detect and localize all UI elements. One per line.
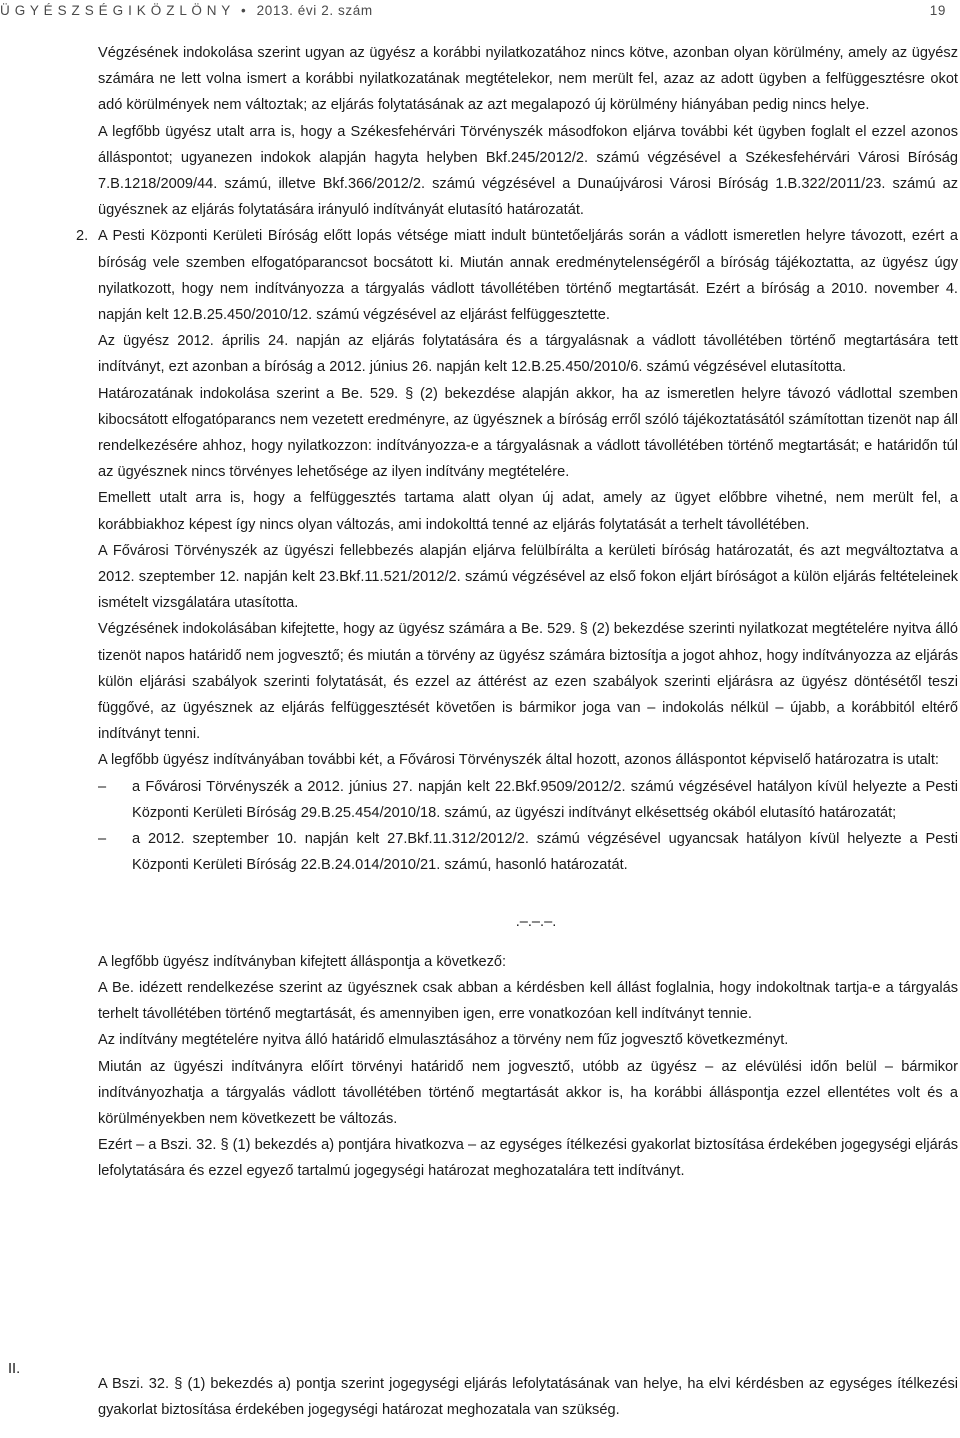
paragraph: Határozatának indokolása szerint a Be. 529. § (2) bekezdése alapján akkor, ha az ismeretlen helyre távozó vádlottal szemben kibocsátott elfogatóparancs nem vezetett eredményre, az ügyésznek a bíróság erről szóló tájékoztatásától számítottan tizenöt nap áll rendelkezésére ahhoz, hogy nyilatkozzon: indítványozza-e a tárgyalásnak a vádlott távollétében történő megtartását; e határidőn túl az ügyésznek nincs törvényes lehetősége az ilyen indítvány megtételére.	[98, 385, 958, 481]
dash-list	[98, 774, 958, 879]
list-item-text: a Fővárosi Törvényszék a 2012. június 27. napján kelt 22.Bkf.9509/2012/2. számú végzésével hatályon kívül helyezte a Pesti Központi Kerületi Bíróság 29.B.25.454/2010/18. számú, az ügyészi indítványt elkésettség okából elutasító határozatát;	[132, 778, 958, 821]
paragraph: A Be. idézett rendelkezése szerint az ügyésznek csak abban a kérdésben kell állást foglalnia, hogy indokoltnak tartja-e a tárgyalás terhelt távollétében történő megtartását, és amennyiben igen, erre vonatkozóan kell indítványt tennie.	[98, 979, 958, 1023]
paragraph: A legfőbb ügyész indítványban kifejtett álláspontja a következő:	[98, 953, 507, 970]
numbered-item-2	[76, 223, 958, 328]
document-body	[76, 40, 958, 1185]
paragraph: A Fővárosi Törvényszék az ügyészi fellebbezés alapján eljárva felülbírálta a kerületi bíróság határozatát, és azt megváltoztatva a 2012. szeptember 12. napján kelt 23.Bkf.11.521/2012/2. számú végzésével az első fokon eljárt bíróságot a külön eljárás feltételeinek ismételt vizsgálatára utasította.	[98, 542, 958, 612]
paragraph: A Bszi. 32. § (1) bekezdés a) pontja szerint jogegységi eljárás lefolytatásának van helye, ha elvi kérdésben az egységes ítélkezési gyakorlat biztosítása érdekében jogegységi határozat meghozatala van szükség.	[98, 1375, 958, 1418]
section-separator: .–.–.–.	[515, 913, 557, 930]
bullet-separator: •	[240, 3, 247, 18]
journal-title-line	[0, 3, 373, 18]
section-two	[8, 1356, 958, 1438]
paragraph: A legfőbb ügyész utalt arra is, hogy a Székesfehérvári Törvényszék másodfokon eljárva további két ügyben foglalt el ezzel azonos álláspontot; ugyanezen indokok alapján hagyta helyben Bkf.245/2012/2. számú végzésével a Székesfehérvári Városi Bíróság 7.B.1218/2009/44. számú, illetve Bkf.366/2012/2. számú végzésével a Dunaújvárosi Városi Bíróság 1.B.322/2011/23. számú az ügyésznek az eljárás folytatására irányuló indítványát elutasító határozatát.	[98, 123, 958, 219]
list-item	[98, 774, 958, 826]
paragraph: Az ügyész 2012. április 24. napján az eljárás folytatására és a tárgyalásnak a vádlott távollétében történő megtartására tett indítványt, ezt azonban a bíróság a 2012. június 26. napján kelt 12.B.25.450/2010/6. számú végzésével elutasította.	[98, 333, 958, 376]
paragraph: A legfőbb ügyész indítványában további két, a Fővárosi Törvényszék által hozott, azonos álláspontot képviselő határozatra is utalt:	[98, 752, 939, 769]
page-header	[0, 0, 960, 22]
item-number: 2.	[76, 228, 89, 245]
page-number: 19	[929, 3, 946, 18]
paragraph: Az indítvány megtételére nyitva álló határidő elmulasztásához a törvény nem fűz jogvesztő következményt.	[98, 1032, 789, 1049]
dash-marker: –	[98, 778, 107, 795]
paragraph: Végzésének indokolása szerint ugyan az ügyész a korábbi nyilatkozatához nincs kötve, azonban olyan körülmény, amely az ügyész számára ne lett volna ismert a korábbi nyilatkozatának megtételekor, nem merült fel, azaz az adott ügyben a felfüggesztésre okot adó körülmények nem változtak; az eljárás folytatásának az azt megalapozó új körülmény hiányában pedig nincs helye.	[98, 45, 958, 114]
issue-label: 2013. évi 2. szám	[256, 3, 373, 18]
paragraph: A Pesti Központi Kerületi Bíróság előtt lopás vétsége miatt indult büntetőeljárás során a vádlott ismeretlen helyre távozott, ezért a bíróság vele szemben elfogatóparancsot bocsátott ki. Miután annak eredménytelenségéről a bíróság tájékoztatta, az ügyész úgy nyilatkozott, hogy nem indítványozza a tárgyalás vádlott távollétében történő megtartását. Ezért a bíróság a 2010. november 4. napján kelt 12.B.25.450/2010/12. számú végzésével az eljárást felfüggesztette.	[98, 228, 958, 324]
paragraph: Emellett utalt arra is, hogy a felfüggesztés tartama alatt olyan új adat, amely az ügyet előbbre vihetné, nem merült fel, a korábbiakhoz képest így nincs olyan változás, ami indokolttá tenné az eljárás folytatását a terhelt távollétében.	[98, 490, 958, 533]
paragraph: Végzésének indokolásában kifejtette, hogy az ügyész számára a Be. 529. § (2) bekezdése szerinti nyilatkozat megtételére nyitva álló tizenöt napos határidő nem jogvesztő; és miután a törvény az ügyész számára biztosítja a jogot ahhoz, hogy indítványozza az eljárás külön eljárási szabályok szerinti folytatását, és ezzel az áttérést az ezen szabályok szerinti eljárásra az ügyész döntésétől teszi függővé, az ügyésznek az eljárás felfüggesztését követően is bármikor joga van – indokolás nélkül – újabb, a korábbitól eltérő indítványt tenni.	[98, 621, 958, 743]
paragraph: Miután az ügyészi indítványra előírt törvényi határidő nem jogvesztő, utóbb az ügyész – az elévülési időn belül – bármikor indítványozhatja a tárgyalás vádlott távollétében történő megtartását akkor is, ha korábbi álláspontja ezzel ellentétes volt és a körülményekben nem következett be változás.	[98, 1058, 958, 1127]
list-item	[98, 826, 958, 878]
list-item-text: a 2012. szeptember 10. napján kelt 27.Bkf.11.312/2012/2. számú végzésével ugyancsak hatályon kívül helyezte a Pesti Központi Kerületi Bíróság 22.B.24.014/2010/21. számú, hasonló határozatát.	[132, 831, 958, 874]
dash-marker: –	[98, 831, 107, 848]
paragraph: Ezért – a Bszi. 32. § (1) bekezdés a) pontjára hivatkozva – az egységes ítélkezési gyakorlat biztosítása érdekében jogegységi eljárás lefolytatására és ezzel egyező tartalmú jogegységi határozat meghozatalára tett indítványt.	[98, 1137, 958, 1180]
journal-title: Ü G Y É S Z S É G I K Ö Z L Ö N Y	[0, 3, 231, 18]
section-numeral: II.	[8, 1361, 21, 1377]
